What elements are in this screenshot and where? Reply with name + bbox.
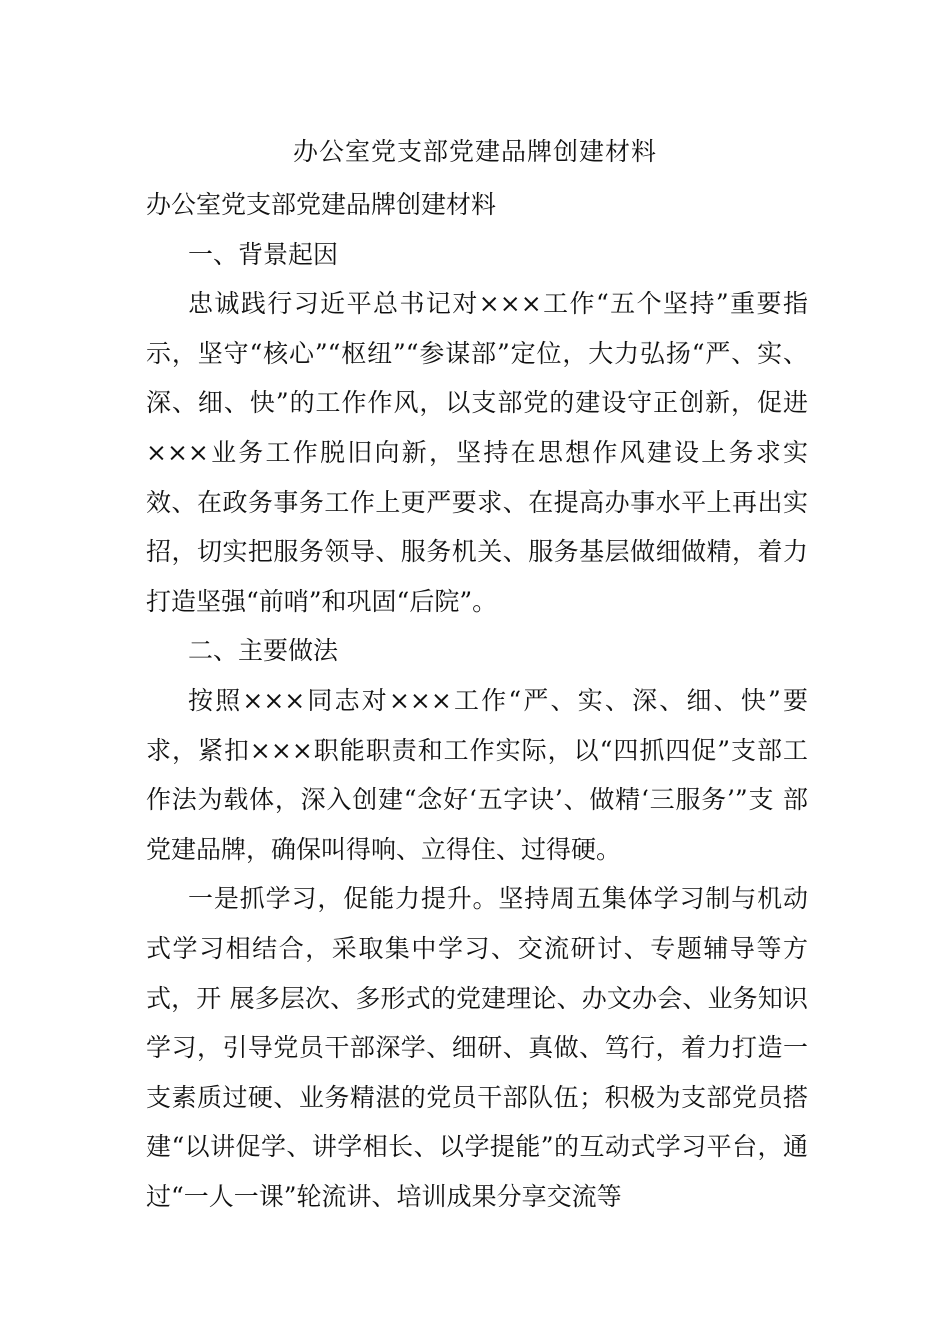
section-heading-background: 一、背景起因 — [188, 239, 339, 269]
paragraph-study: 一是抓学习，促能力提升。坚持周五集体学习制与机动式学习相结合，采取集中学习、交流研讨、专题辅导等方式，开 展多层次、多形式的党建理论、办文办会、业务知识学习，引导党员干部深学、细研、真做、笃行，着力打造一支素质过硬、业务精湛的党员干部队伍；积极为支部党员搭建“以讲促学、讲学相长、以学提能”的互动式学习平台，通过“一人一课”轮流讲、培训成果分享交流等 — [146, 884, 808, 1211]
document-subtitle: 办公室党支部党建品牌创建材料 — [146, 190, 497, 219]
section-heading-main-practices: 二、主要做法 — [188, 636, 339, 666]
document-title: 办公室党支部党建品牌创建材料 — [292, 137, 657, 166]
document-body — [146, 180, 808, 1221]
paragraph-background: 忠诚践行习近平总书记对×××工作“五个坚持”重要指示，坚守“核心”“枢纽”“参谋部”定位，大力弘扬“严、实、深、细、快”的工作作风，以支部党的建设守正创新，促进×××业务工作脱旧向新，坚持在思想作风建设上务求实效、在政务事务工作上更严要求、在提高办事水平上再出实招，切实把服务领导、服务机关、服务基层做细做精，着力打造坚强“前哨”和巩固“后院”。 — [146, 289, 808, 616]
paragraph-main-practices-intro: 按照×××同志对×××工作“严、实、深、细、快”要求，紧扣×××职能职责和工作实际，以“四抓四促”支部工作法为载体，深入创建“念好‘五字诀’、做精‘三服务’”支 部党建品牌，确保叫得响、立得住、过得硬。 — [146, 685, 808, 864]
